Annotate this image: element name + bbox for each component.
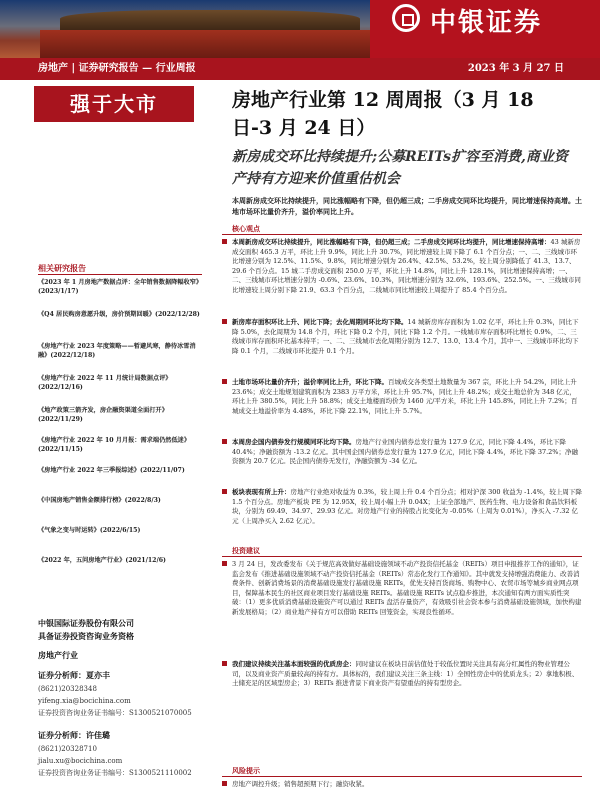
bullet-marker bbox=[222, 489, 227, 494]
bullet-head: 本周新房成交环比持续提升，同比涨幅略有下降，但仍超三成；二手房成交同环比均提升，同比增速保持高增： bbox=[232, 238, 551, 246]
report-title: 房地产行业第 12 周周报（3 月 18 日-3 月 24 日） bbox=[232, 89, 534, 139]
invest-bullet bbox=[222, 660, 582, 689]
bullet-marker bbox=[222, 661, 227, 666]
invest-section-rule bbox=[222, 556, 582, 557]
bullet-head: 我们建议持续关注基本面较强的优质房企： bbox=[232, 660, 356, 668]
related-report-item[interactable]: 《房地产行业 2022 年三季报综述》(2022/11/07) bbox=[38, 467, 185, 474]
industry-label: 房地产行业 bbox=[38, 650, 78, 660]
bullet-body: 同时建议在板块目前估值处于较低位置时关注具有高分红属性的物业管理公司，以及商业资产质量较高的持有方。具体标的，我们建议关注三条主线：1）全国性房企中的优质龙头；2）拿地积极、土储充足的区域型房企；3）REITs 推进背景下商业资产有望重估的持有型房企。 bbox=[232, 660, 579, 688]
core-bullet bbox=[222, 488, 582, 526]
analyst-1-email[interactable]: yifeng.xia@bocichina.com bbox=[38, 697, 131, 705]
analyst-2-email[interactable]: jialu.xu@bocichina.com bbox=[38, 757, 123, 765]
brand-name: 中银证券 bbox=[430, 8, 543, 38]
related-report-item[interactable]: 《气象之变与时运转》(2022/6/15) bbox=[38, 527, 141, 534]
related-reports-rule bbox=[38, 274, 202, 275]
related-report-item[interactable]: 《中国房地产销售金额排行榜》(2022/8/3) bbox=[38, 497, 161, 504]
analyst-1-cert: 证券投资咨询业务证书编号：S1300521070005 bbox=[38, 709, 192, 717]
risk-bullet bbox=[222, 780, 582, 790]
core-section-heading: 核心观点 bbox=[232, 224, 260, 233]
org-qualification: 具备证券投资咨询业务资格 bbox=[38, 631, 134, 641]
bullet-head: 板块表现有所上升： bbox=[232, 488, 291, 496]
core-bullet bbox=[222, 438, 582, 467]
analyst-1-phone: (8621)20328348 bbox=[38, 685, 97, 693]
risk-section-heading: 风险提示 bbox=[232, 766, 260, 775]
org-name: 中银国际证券股份有限公司 bbox=[38, 618, 134, 628]
related-report-item[interactable]: 《房地产行业 2023 年度策略——暂避风寒，静待冰雪消融》(2022/12/18) bbox=[38, 343, 196, 360]
boc-logo-icon bbox=[392, 4, 420, 32]
bullet-head: 本周房企国内债券发行规模同环比均下降。 bbox=[232, 438, 356, 446]
bullet-body: 14 城新房库存面积为 1.02 亿平，环比上升 0.3%，同比下降 5.0%，去化周期为 14.8 个月，环比下降 0.2 个月，同比下降 1.2 个月。一线城市库存面积环比增长 0.9%，二、三线城市库存面积环比基本持平；一、二、三线城市去化周期分别为 12.7、13.0、13.4 个月，其中一、三线城市环比均下降 0.1 个月，二线城市环比提升 0.1 个月。 bbox=[232, 318, 579, 355]
report-subbar bbox=[0, 58, 600, 80]
bullet-marker bbox=[222, 439, 227, 444]
risk-section-rule bbox=[222, 776, 582, 777]
report-summary: 本周新房成交环比持续提升，同比涨幅略有下降，但仍超三成；二手房成交同环比均提升，同比增速保持高增。土地市场环比量价齐升，溢价率同比上升。 bbox=[232, 196, 582, 216]
bullet-body: 房地产行业国内债券总发行量为 127.9 亿元，同比下降 4.4%，环比下降 40.4%；净融资额为 -13.2 亿元。其中国企国内债券总发行量为 127.9 亿元，同比下降 4.4%，环比下降 37.2%；净融资额为 20.7 亿元。民企国内债券无发行，净融资额为 -34 亿元。 bbox=[232, 438, 578, 466]
bullet-body: 房地产行业绝对收益为 0.3%，较上周上升 0.4 个百分点；相对沪深 300 收益为 -1.4%，较上周下降 1.5 个百分点。房地产板块 PE 为 12.95X，较上周小幅上升 0.04X；上证全部地产、医药生物、电力设备和食品饮料板块，分别为 69.49、34.97、29.93 亿元。对房地产行业的持股占比变化为 -0.05%（上周为 0.01%），净买入 -7.32 亿元（上周净买入 2.62 亿元）。 bbox=[232, 488, 582, 525]
rating-badge: 强于大市 bbox=[34, 86, 194, 122]
bullet-head: 新房库存面积环比上升、同比下降；去化周期同环比均下降。 bbox=[232, 318, 408, 326]
report-subtitle: 新房成交环比持续提升;公募REITs扩容至消费,商业资产持有方迎来价值重估机会 bbox=[232, 149, 568, 187]
bullet-marker bbox=[222, 319, 227, 324]
related-report-item[interactable]: 《2023 年 1 月房地产数据点评：全年销售数据降幅收窄》(2023/1/17) bbox=[38, 279, 203, 296]
related-report-item[interactable]: 《2022 年，五问房地产行业》(2021/12/6) bbox=[38, 557, 166, 564]
bullet-marker bbox=[222, 561, 227, 566]
core-bullet bbox=[222, 318, 582, 356]
analyst-1-name: 证券分析师：夏亦丰 bbox=[38, 670, 110, 680]
bullet-body: 百城成交各类型土地数量为 367 宗，环比上升 54.2%，同比上升 23.6%；成交土地规划建筑面积为 2383 万平方米，环比上升 95.7%，同比上升 48.2%；成交土地总价为 348 亿元，环比上升 380.5%，同比上升 58.8%；成交土地楼面均价为 1460 元/平方米，环比上升 145.8%，同比上升 7.2%；百城成交土地溢价率为 4.48%，环比下降 22.1%，同比上升 5.7%。 bbox=[232, 378, 578, 415]
invest-bullet bbox=[222, 560, 582, 618]
report-category: 房地产 | 证券研究报告 — 行业周报 bbox=[38, 63, 196, 74]
bullet-marker bbox=[222, 379, 227, 384]
header-banner bbox=[0, 0, 600, 58]
core-section-rule bbox=[222, 234, 582, 235]
related-reports-heading: 相关研究报告 bbox=[38, 263, 86, 273]
core-bullet bbox=[222, 378, 582, 416]
palace-roof-image bbox=[60, 10, 360, 32]
org-block bbox=[38, 617, 204, 643]
invest-section-heading: 投资建议 bbox=[232, 546, 260, 555]
bullet-body: 3 月 24 日，发改委发布《关于规范高效做好基础设施领域不动产投资信托基金（REITs）项目申报推荐工作的通知》，证监会发布《推进基础设施领域不动产投资信托基金（REITs）常态化发行工作通知》。其中就发支持增强消费能力、改善消费条件、创新消费场景的消费基础设施发行基础设施 REITs，优先支持百货商场、购物中心、农贸市场等城乡商业网点项目，保障基本民生的社区商业项目发行基础设施 REITs。基础设施 REITs 试点稳步推进，本次通知有两方面实质性突破：（1）更多优质消费基础设施资产可以通过 REITs 盘活存量资产，有效吸引社会资本参与消费基础设施领域，加快构建新发展格局；（2）商业地产持有方可以借助 REITs 回笼资金，实现良性循环。 bbox=[232, 560, 582, 616]
palace-hall-image bbox=[40, 30, 400, 58]
risk-text: 房地产调控升级；销售超预期下行；融资收紧。 bbox=[232, 780, 369, 788]
bullet-marker bbox=[222, 781, 227, 786]
bullet-head: 土地市场环比量价齐升；溢价率同比上升，环比下降。 bbox=[232, 378, 388, 386]
analyst-2-name: 证券分析师：许佳璐 bbox=[38, 730, 110, 740]
related-report-item[interactable]: 《Q4 居民购房意愿升级，房价预期回暖》(2022/12/28) bbox=[38, 311, 200, 318]
bullet-marker bbox=[222, 239, 227, 244]
core-bullet bbox=[222, 238, 582, 296]
related-report-item[interactable]: 《房地产行业 2022 年 10 月月报：需求端仍然低迷》(2022/11/15) bbox=[38, 437, 191, 454]
bullet-body: 43 城新房成交面积 465.3 万平，环比上升 9.9%，同比上升 30.7%，同比增速较上周下降了 6.1 个百分点；一、二、三线城市环比增速分别为 12.5%、11.5%、9.8%，同比增速分别为 26.4%、42.5%、53.2%，较上周分别降低了 41.3、13.7、29.6 个百分点。15 城二手房成交面积 250.0 万平，环比上升 14.8%，同比上升 128.1%，同比增速保持高增；一、二、三线城市环比增速分别为 -0.6%、23.6%、10.3%，同比增速分别为 32.6%、193.6%、252.5%。一、三线城市同比增速较上周分别下降 21.9、63.3 个百分点，二线城市同比增速较上周提升了 85.4 个百分点。 bbox=[232, 238, 581, 294]
analyst-2-phone: (8621)20328710 bbox=[38, 745, 97, 753]
related-report-item[interactable]: 《地产政策三箭齐发，房企融资渠道全面打开》(2022/11/29) bbox=[38, 407, 168, 424]
related-report-item[interactable]: 《房地产行业 2022 年 11 月统计局数据点评》(2022/12/16) bbox=[38, 375, 172, 392]
analyst-2-cert: 证券投资咨询业务证书编号：S1300521110002 bbox=[38, 769, 192, 777]
report-date: 2023 年 3 月 27 日 bbox=[467, 63, 564, 74]
